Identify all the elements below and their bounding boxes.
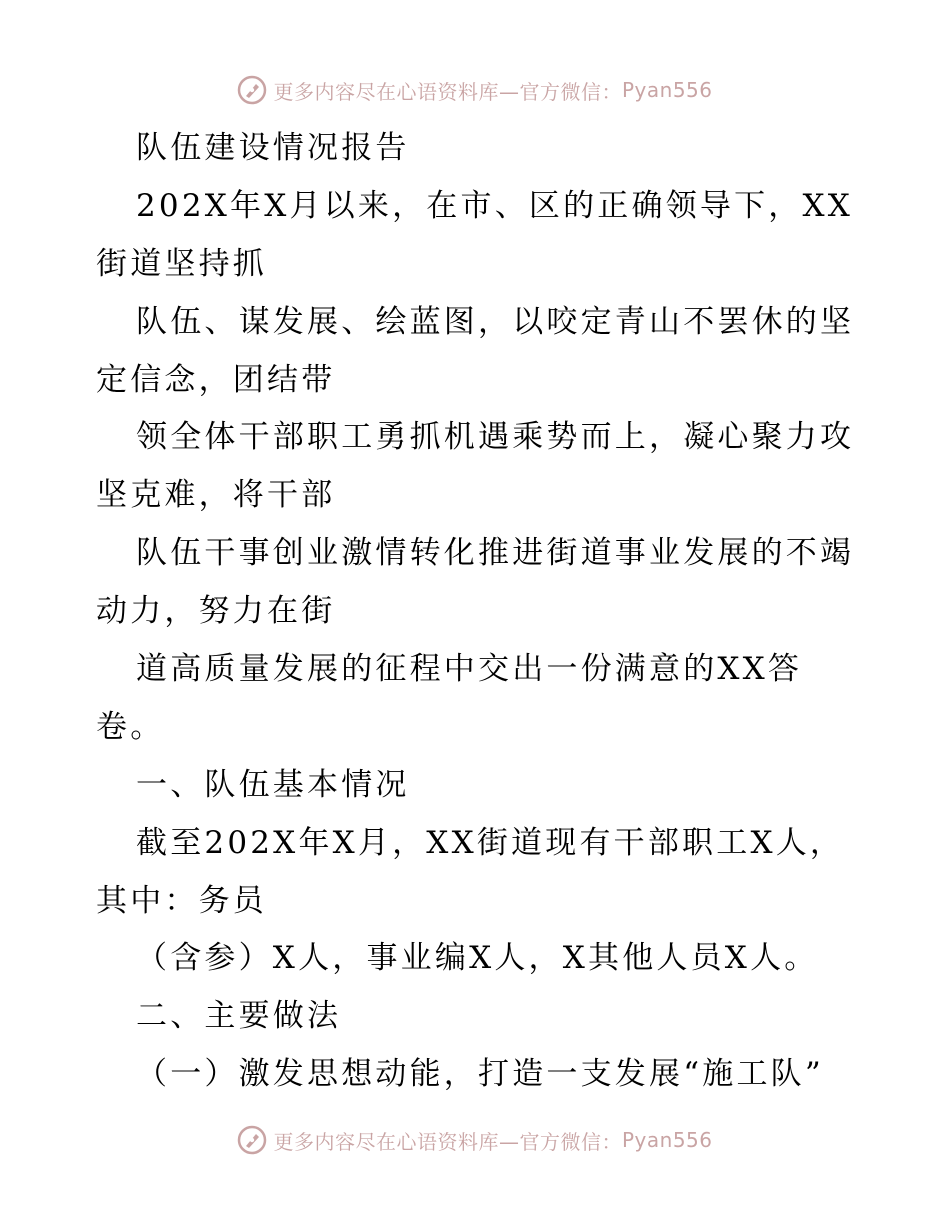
paragraph-line: 坚克难，将干部: [96, 477, 336, 514]
paragraph-line: 其中：务员: [96, 882, 267, 919]
subsection-heading: （一）激发思想动能，打造一支发展“施工队”: [136, 1056, 824, 1093]
section-heading: 一、队伍基本情况: [136, 766, 410, 803]
paragraph-line: （含参）X人，事业编X人，X其他人员X人。: [136, 940, 819, 977]
watermark-text: 更多内容尽在心语资料库—官方微信：: [273, 1129, 622, 1154]
paragraph-line: 卷。: [96, 708, 165, 745]
pen-logo-icon: [237, 1125, 267, 1155]
paragraph-line: 街道坚持抓: [96, 245, 267, 282]
paragraph-line: 队伍、谋发展、绘蓝图，以咬定青山不罢休的坚: [136, 303, 855, 340]
document-title: 队伍建设情况报告: [136, 130, 410, 166]
document-body: [96, 120, 866, 1104]
header-watermark: [0, 70, 950, 110]
pen-logo-icon: [237, 75, 267, 105]
paragraph-line: 道高质量发展的征程中交出一份满意的XX答: [136, 651, 803, 688]
watermark-account: Pyan556: [621, 1128, 713, 1152]
watermark-account: Pyan556: [621, 78, 713, 102]
paragraph-line: 动力，努力在街: [96, 593, 336, 630]
section-heading: 二、主要做法: [136, 998, 342, 1035]
paragraph-line: 领全体干部职工勇抓机遇乘势而上，凝心聚力攻: [136, 419, 855, 456]
footer-watermark: [0, 1120, 950, 1160]
paragraph-line: 202X年X月以来，在市、区的正确领导下，XX: [136, 187, 854, 224]
paragraph-line: 队伍干事创业激情转化推进街道事业发展的不竭: [136, 535, 855, 572]
paragraph-line: 定信念，团结带: [96, 361, 336, 398]
paragraph-line: 截至202X年X月，XX街道现有干部职工X人，: [136, 824, 845, 861]
watermark-text: 更多内容尽在心语资料库—官方微信：: [273, 79, 622, 104]
